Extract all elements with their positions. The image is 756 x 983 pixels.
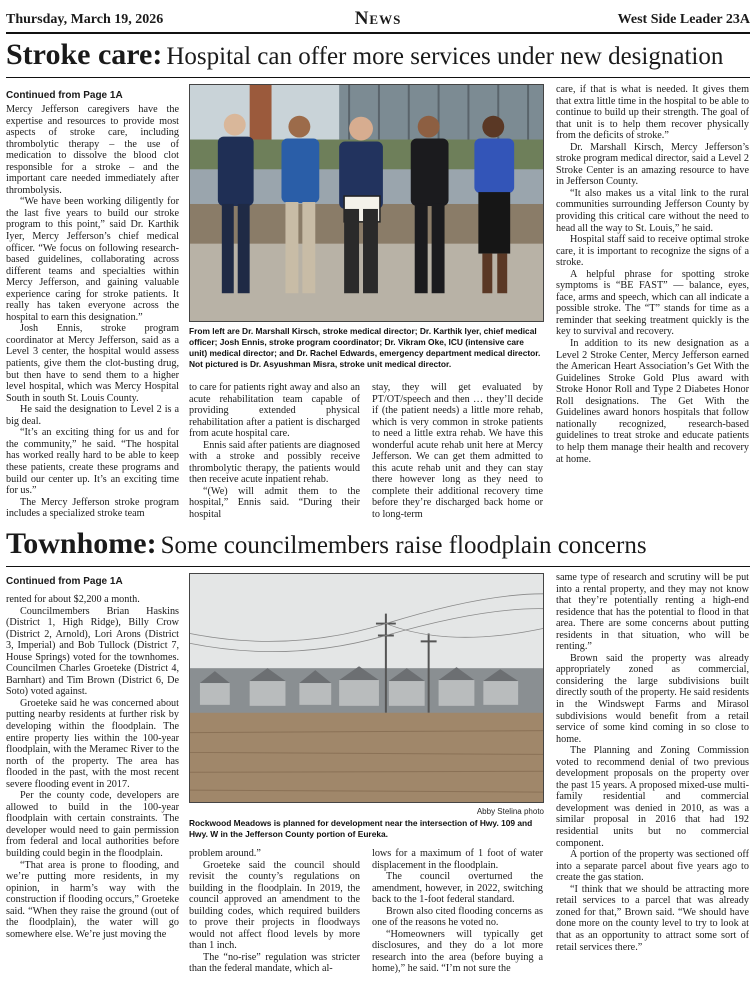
paragraph: Josh Ennis, stroke program coordinator at Mercy Jefferson, said as a Level 3 center, the hospital would assess patients, give them the clot-busting drug, but then have to send them to a higher level hospital, which was Mercy Hospital South in south St. Louis County. <box>6 323 179 404</box>
paragraph: care, if that is what is needed. It gives them that extra little time in the hospital to be able to continue to build up their strength. The goal of that unit is to help them recover physically from the deficits of stroke.” <box>556 84 749 142</box>
paragraph: He said the designation to Level 2 is a big deal. <box>6 404 179 427</box>
masthead <box>6 8 750 34</box>
story1-photo-caption: From left are Dr. Marshall Kirsch, stroke medical director; Dr. Karthik Iyer, chief medical officer; Josh Ennis, stroke program coordinator; Dr. Vikram Oke, ICU (intensive care unit) medical director; and Dr. Rachel Edwards, emergency department medical director. Not pictured is Dr. Asyushman Misra, stroke unit medical director. <box>189 326 541 369</box>
paragraph: problem around.” <box>189 848 261 859</box>
story1-column-4 <box>556 84 749 522</box>
paragraph: “(We) will admit them to the hospital,” Ennis said. “During their hospital <box>189 485 360 521</box>
paragraph: same type of research and scrutiny will be put into a rental property, and they may not know that they’re potentially renting a high-end residence that has the potential to flood in that area. There are some concerns about putting residents in that situation, who will be renting.” <box>556 572 749 653</box>
paragraph: Per the county code, developers are allowed to build in the 100-year floodplain with certain constraints. The developer would need to gain permission from federal and local authorities before building could begin in the floodplain. <box>6 790 179 860</box>
story2-photo <box>189 573 544 803</box>
story2-headline <box>6 527 750 567</box>
story1-continued: Continued from Page 1A <box>6 90 123 101</box>
paragraph: to care for patients right away and also an acute rehabilitation team capable of providing extended physical rehabilitation after a patient is discharged from acute hospital care. <box>189 382 360 440</box>
paragraph: The “no-rise” regulation was stricter than the federal mandate, which al- <box>189 951 360 975</box>
paragraph: The Planning and Zoning Commission voted to recommend denial of two previous development proposals on the property over the past 15 years. A proposed mixed-use multi-family residential and commercial development was denied in 2010, as was a similar proposal in 2016 that had 192 residential units but no commercial component. <box>556 745 749 849</box>
story1-photo <box>189 84 544 322</box>
paragraph: Brown also cited flooding concerns as one of the reasons he voted no. <box>372 905 543 929</box>
paragraph: “It also makes us a vital link to the rural communities surrounding Jefferson County by providing this critical care without the need to head all the way to St. Louis,” he said. <box>556 187 749 234</box>
story1-column-2 <box>189 382 360 522</box>
story2-headline-text: Some councilmembers raise floodplain concerns <box>160 532 647 559</box>
story1-headline-text: Hospital can offer more services under new designation <box>166 43 724 70</box>
paragraph: “I think that we should be attracting more retail services to a parcel that was already zoned for that,” Brown said. “We should have done more on the county level to try to look at that as an opportunity to attract some sort of retail services there.” <box>556 883 749 953</box>
paragraph: The Mercy Jefferson stroke program includes a specialized stroke team <box>6 496 179 520</box>
paragraph: “We have been working diligently for the last five years to build our stroke program to this point,” said Dr. Karthik Iyer, Mercy Jefferson’s chief medical officer. “We focus on following research-based guidelines, collaborating across different teams and specialties within Mercy Jefferson, and gaining valuable experience caring for stroke patients. It really has taken everyone across the hospital to earn this designation.” <box>6 196 179 323</box>
paragraph: The council overturned the amendment, however, in 2022, switching back to the 1-foot federal standard. <box>372 871 543 906</box>
paragraph: Mercy Jefferson caregivers have the expertise and resources to provide most aspects of stroke care, including thrombolytic therapy – the use of medication to dissolve the blood clot responsible for a stroke – and the important care needed immediately after thrombolysis. <box>6 104 179 196</box>
story2-kicker: Townhome: <box>6 527 157 560</box>
paragraph: A portion of the property was sectioned off into a separate parcel about five years ago to create the gas station. <box>556 849 749 884</box>
paragraph: Hospital staff said to receive optimal stroke care, it is important to recognize the signs of a stroke. <box>556 234 749 269</box>
story2-column-3 <box>372 848 543 978</box>
story1-column-3 <box>372 382 543 522</box>
story2-photo-caption: Rockwood Meadows is planned for development near the intersection of Hwy. 109 and Hwy. W in the Jefferson County portion of Eureka. <box>189 818 533 839</box>
publication-page: West Side Leader 23A <box>617 12 750 27</box>
paragraph: “Homeowners will typically get disclosures, and they do a lot more research into the area (before buying a home),” he said. “I’m not sure the <box>372 928 543 975</box>
section-name: News <box>354 8 402 29</box>
paragraph: Dr. Marshall Kirsch, Mercy Jefferson’s stroke program medical director, said a Level 2 Stroke Center is an amazing resource to have in Jefferson County. <box>556 141 749 188</box>
issue-date: Thursday, March 19, 2026 <box>6 12 164 27</box>
story1-column-1 <box>6 104 179 522</box>
paragraph: Brown said the property was already appropriately zoned as commercial, considering the large subdivisions built directly south of the property. He said residents in the Windswept Farms and Mirasol subdivisions would benefit from a retail service of some kind coming in so close to home. <box>556 652 749 745</box>
paragraph: “That area is prone to flooding, and we’re putting more residents, in my opinion, in harm’s way with the construction if flooding occurs,” Groeteke said. “When they raise the ground (out of the floodplain), the water will go somewhere else. We’re just moving the <box>6 859 179 940</box>
story2-column-2 <box>189 848 360 978</box>
story1-kicker: Stroke care: <box>6 38 163 71</box>
paragraph: “It’s an exciting thing for us and for the community,” he said. “The hospital has worked really hard to be able to keep these patients, create these programs and build our center up. It’s an exciting time for us.” <box>6 427 179 497</box>
story1-headline <box>6 38 750 78</box>
paragraph: rented for about $2,200 a month. <box>6 594 140 605</box>
paragraph: A helpful phrase for spotting stroke symptoms is “BE FAST” — balance, eyes, face, arms and speech, which can all indicate a possible stroke. The “T” stands for time as a reminder that seeking treatment quickly is the key to survival and recovery. <box>556 268 749 338</box>
paragraph: stay, they will get evaluated by PT/OT/speech and then … they’ll decide if (the patient needs) a little more rehab, which is very common in stroke patients to need a little extra rehab. We have this wonderful acute rehab unit here at Mercy Jefferson. We can get them admitted to this acute rehab unit and they can stay there however long as they need to complete their additional recovery time before they’re discharged back home or to long-term <box>372 382 543 521</box>
story2-column-4 <box>556 572 749 978</box>
paragraph: In addition to its new designation as a Level 2 Stroke Center, Mercy Jefferson earned the American Heart Association’s Get With the Guidelines Stroke Gold Plus award with Stroke Honor Roll and Type 2 Diabetes Honor Roll designations. The Get With the Guidelines award honors hospitals that follow nationally recognized, research-based guidelines to treat stroke and educate patients to help them manage their health and recovery at home. <box>556 338 749 465</box>
paragraph: lows for a maximum of 1 foot of water displacement in the floodplain. <box>372 848 543 871</box>
paragraph: Councilmembers Brian Haskins (District 1, High Ridge), Billy Crow (District 2, Arnold), Lori Arons (District 3, Imperial) and Bob Tullock (District 7, House Springs) voted for the townhomes. Councilmen Charles Groeteke (District 4, Barnhart) and Tim Brown (District 6, De Soto) voted against. <box>6 605 179 698</box>
paragraph: Groeteke said the council should revisit the county’s regulations on building in the floodplain. In 2019, the council approved an amendment to the building codes, which required builders to prove their projects in floodways would not affect flood levels by more than 1 inch. <box>189 859 360 952</box>
staff-group-photo <box>190 85 543 321</box>
paragraph: Ennis said after patients are diagnosed with a stroke and possibly receive thrombolytic therapy, the patients would then receive acute inpatient rehab. <box>189 439 360 486</box>
story2-photo-credit: Abby Stelina photo <box>476 807 544 816</box>
development-site-photo <box>190 574 543 802</box>
story2-column-1 <box>6 594 179 978</box>
story2-continued: Continued from Page 1A <box>6 576 123 587</box>
paragraph: Groeteke said he was concerned about putting nearby residents at further risk by developing within the floodplain. The entire property lies within the 100-year floodplain, with the Meramec River to the north of the property. The area has flooded in the past, with the most recent severe flooding event in 2017. <box>6 697 179 790</box>
